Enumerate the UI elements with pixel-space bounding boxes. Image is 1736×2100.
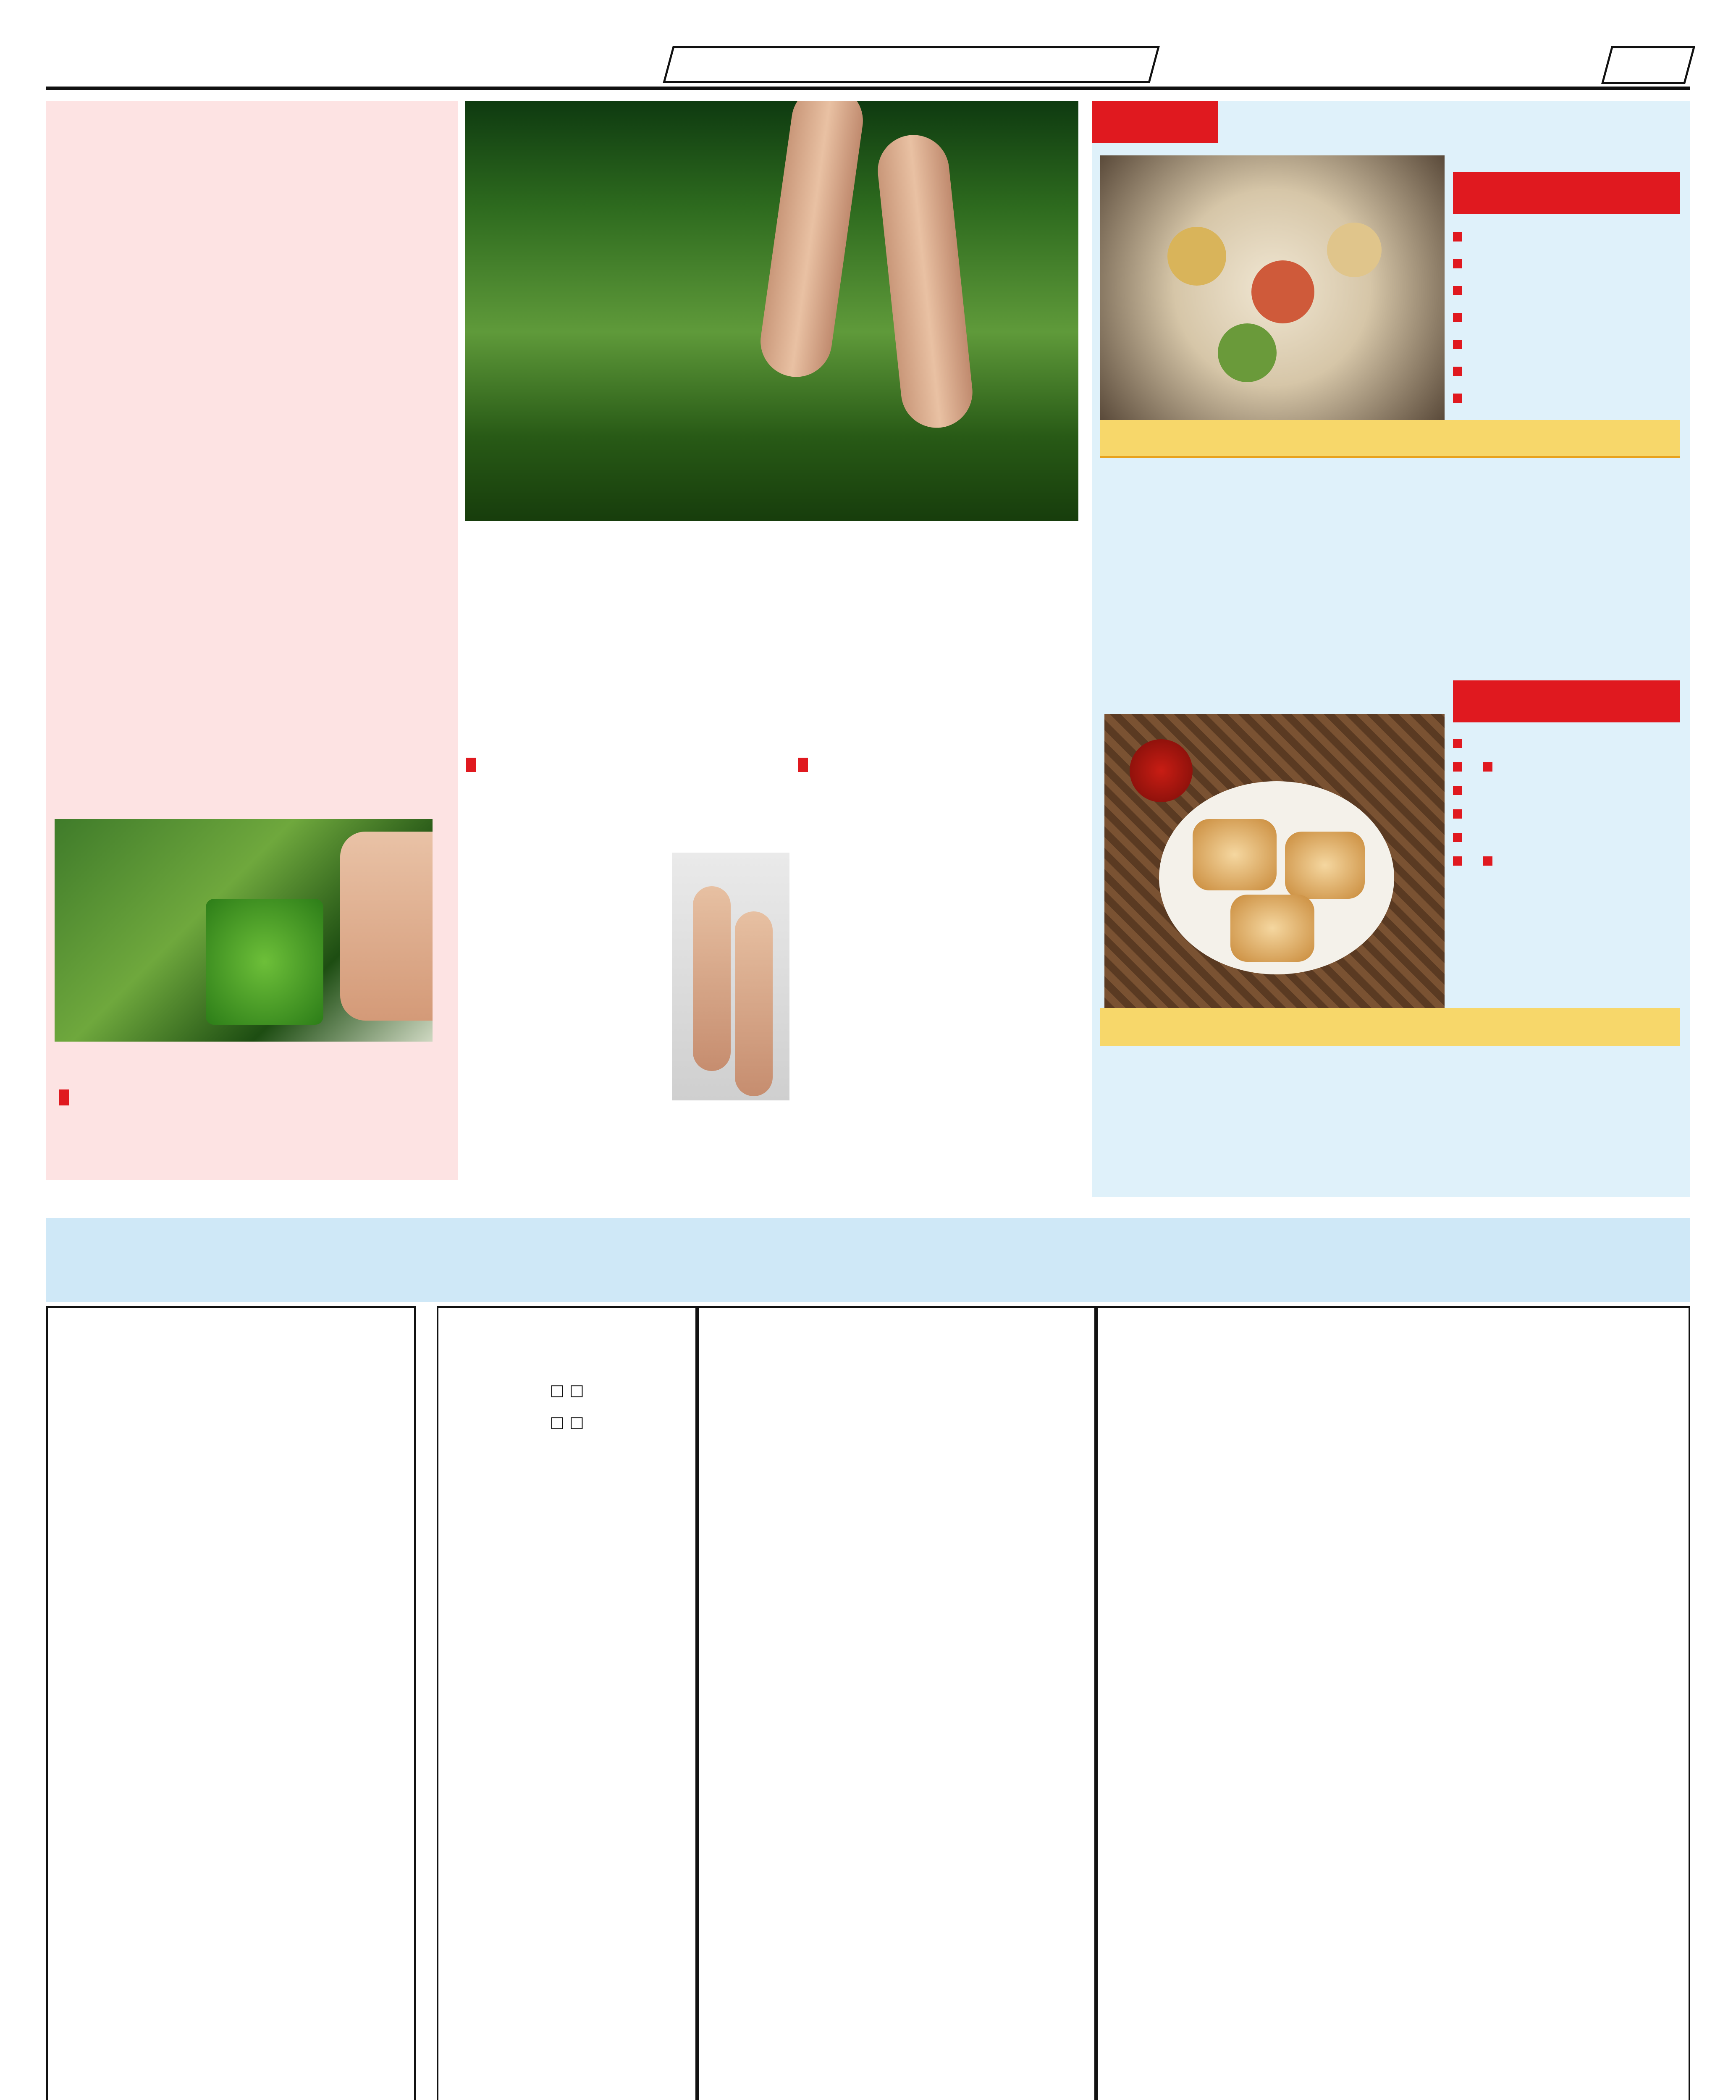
ingredient (1453, 731, 1680, 754)
ingredient (1453, 276, 1680, 303)
ingredient (1453, 330, 1680, 357)
ingredient (1453, 825, 1680, 848)
feet-col-1 (466, 752, 659, 756)
chaat-piece (1167, 227, 1226, 286)
film-solution-grid (1478, 1919, 1671, 2100)
belly-image (340, 832, 433, 1021)
sweet-potato-chaat-photo (1100, 155, 1445, 420)
bare-feet-photo (672, 853, 789, 1100)
masthead-rule (46, 87, 1690, 90)
feet-on-grass-photo (465, 101, 1078, 521)
ingredient (1453, 384, 1680, 411)
leg-right (874, 131, 976, 431)
page-number (1601, 46, 1695, 84)
foot-2 (735, 911, 773, 1096)
chaat-piece (1327, 223, 1382, 277)
recipe-tag (1092, 101, 1218, 143)
timepass-title (714, 1222, 1008, 1289)
dateline (663, 46, 1160, 83)
kidney-article-title (46, 105, 449, 302)
feet-col-2 (798, 752, 1075, 756)
film-grid (1104, 1357, 1457, 1739)
ingredient (1453, 303, 1680, 330)
chaat-title (1453, 172, 1680, 214)
leg-left (756, 101, 868, 381)
bread-rolls-photo (1104, 714, 1445, 1008)
chaat-piece (1251, 260, 1314, 323)
bread-method-label (1100, 1008, 1680, 1046)
masthead (46, 42, 1690, 88)
kidney-tips (59, 1084, 445, 1089)
ingredient (1453, 249, 1680, 276)
chaat-method-label (1100, 420, 1680, 458)
roll-piece (1285, 832, 1365, 899)
jokes-body (449, 1369, 684, 1438)
ingredient (1453, 801, 1680, 825)
chaat-ingredients (1453, 223, 1680, 411)
ingredient (1453, 357, 1680, 384)
rashifal-box (46, 1306, 416, 2100)
joke-divider: □ □ (550, 1381, 584, 1399)
ingredient (1453, 778, 1680, 801)
bread-ingredients (1453, 731, 1680, 872)
kakuro-example (705, 1894, 869, 1991)
ingredient (1453, 223, 1680, 249)
ketchup-bowl (1130, 739, 1193, 802)
foot-1 (693, 886, 731, 1071)
bread-title (1453, 680, 1680, 722)
juice-glass (206, 899, 323, 1025)
chaat-piece (1218, 323, 1277, 382)
roll-piece (1230, 895, 1314, 962)
kakuro-grid (705, 1394, 1083, 1772)
ingredient (1453, 848, 1680, 872)
kakuro-solution-grid (882, 1806, 1083, 2008)
roll-piece (1193, 819, 1277, 890)
spinach-photo (55, 819, 433, 1042)
ingredient (1453, 754, 1680, 778)
kidney-article-body (55, 311, 449, 315)
joke-divider: □ □ (550, 1413, 584, 1431)
